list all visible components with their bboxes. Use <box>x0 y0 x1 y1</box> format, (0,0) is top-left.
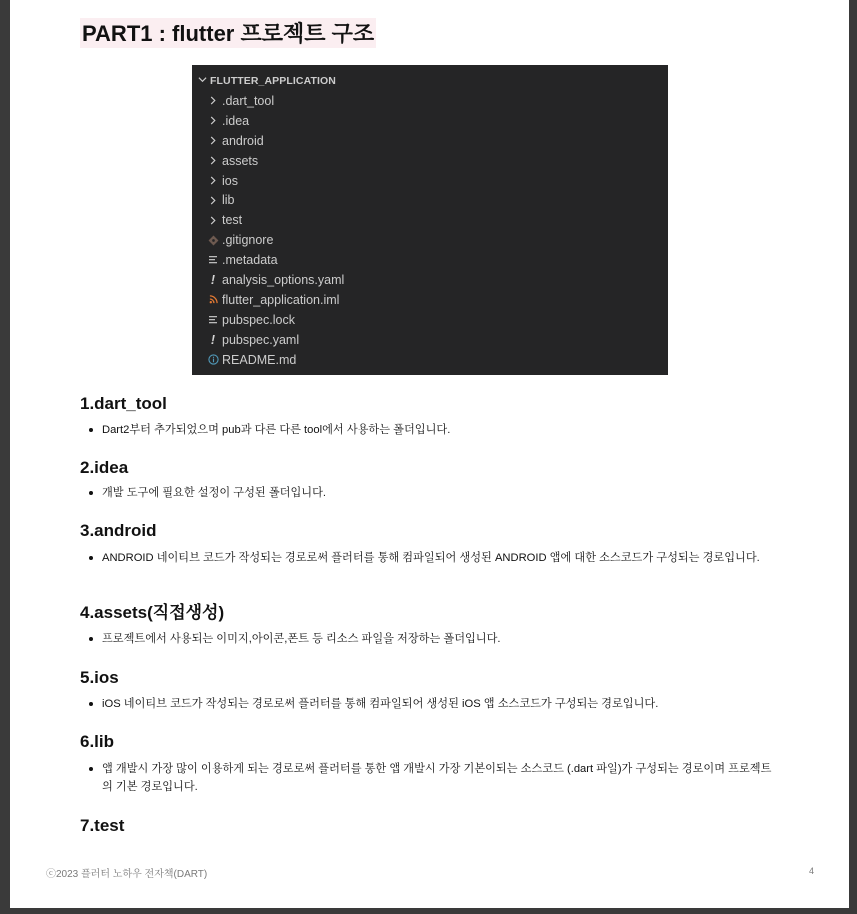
section-bullets <box>80 549 780 567</box>
section-bullets <box>80 760 780 796</box>
tree-item <box>204 310 344 330</box>
info-icon <box>204 354 222 365</box>
chevron-right-icon <box>204 216 222 225</box>
section-bullets <box>80 695 780 713</box>
text-file-icon <box>204 255 222 265</box>
tree-item-label: pubspec.lock <box>222 312 295 327</box>
tree-item-label: README.md <box>222 352 297 367</box>
file-tree <box>204 91 344 369</box>
tree-item-label: flutter_application.iml <box>222 292 340 307</box>
section-bullets <box>80 484 780 502</box>
tree-item <box>204 91 344 111</box>
section-heading: 5.ios <box>80 668 119 687</box>
section-heading: 7.test <box>80 816 125 835</box>
section-heading: 1.dart_tool <box>80 394 167 413</box>
bullet-item: 개발 도구에 필요한 설정이 구성된 폴더입니다. <box>80 484 780 502</box>
chevron-right-icon <box>204 176 222 185</box>
tree-item <box>204 210 344 230</box>
page-title: PART1 : flutter 프로젝트 구조 <box>80 18 376 48</box>
bullet-item: Dart2부터 추가되었으며 pub과 다른 다른 tool에서 사용하는 폴더입니다. <box>80 421 780 439</box>
file-explorer-screenshot <box>192 65 668 375</box>
tree-item <box>204 350 344 370</box>
section-bullets <box>80 421 780 439</box>
tree-item <box>204 250 344 270</box>
git-icon <box>204 235 222 246</box>
tree-item-label: lib <box>222 193 235 208</box>
tree-item-label: .dart_tool <box>222 93 275 108</box>
explorer-header-label: FLUTTER_APPLICATION <box>210 75 336 87</box>
bullet-item: ANDROID 네이티브 코드가 작성되는 경로로써 플러터를 통해 컴파일되어 생성된 ANDROID 앱에 대한 소스코드가 구성되는 경로입니다. <box>80 549 780 567</box>
section-heading: 4.assets(직접생성) <box>80 603 225 622</box>
tree-item <box>204 330 344 350</box>
tree-item <box>204 131 344 151</box>
yaml-icon: ! <box>210 332 216 347</box>
rss-icon <box>204 295 222 304</box>
tree-item-label: android <box>222 133 264 148</box>
explorer-header <box>196 73 336 89</box>
tree-item <box>204 171 344 191</box>
bullet-item: 프로젝트에서 사용되는 이미지,아이콘,폰트 등 리소스 파일을 저장하는 폴더입니다. <box>80 630 780 648</box>
tree-item <box>204 151 344 171</box>
chevron-right-icon <box>204 116 222 125</box>
chevron-right-icon <box>204 136 222 145</box>
bullet-item: 앱 개발시 가장 많이 이용하게 되는 경로로써 플러터를 통한 앱 개발시 가장 기본이되는 소스코드 (.dart 파일)가 구성되는 경로이며 프로젝트의 기본 경로입니다. <box>80 760 780 796</box>
page-number: 4 <box>809 866 815 876</box>
tree-item-label: .gitignore <box>222 233 274 248</box>
tree-item-label: test <box>222 213 243 228</box>
tree-item <box>204 270 344 290</box>
section-heading: 6.lib <box>80 732 115 751</box>
tree-item-label: assets <box>222 153 259 168</box>
bullet-item: iOS 네이티브 코드가 작성되는 경로로써 플러터를 통해 컴파일되어 생성된 iOS 앱 소스코드가 구성되는 경로입니다. <box>80 695 780 713</box>
tree-item-label: .metadata <box>222 253 278 268</box>
section-heading: 3.android <box>80 521 157 540</box>
tree-item <box>204 290 344 310</box>
tree-item-label: analysis_options.yaml <box>222 272 345 287</box>
tree-item-label: .idea <box>222 113 250 128</box>
text-file-icon <box>204 315 222 325</box>
section-bullets <box>80 630 780 648</box>
tree-item <box>204 230 344 250</box>
footer-copyright: ⓒ2023 플러터 노하우 전자책(DART) <box>46 869 208 880</box>
document-page <box>10 0 849 908</box>
yaml-icon: ! <box>210 272 216 287</box>
tree-item <box>204 111 344 131</box>
tree-item-label: pubspec.yaml <box>222 332 300 347</box>
section-heading: 2.idea <box>80 458 129 477</box>
chevron-down-icon <box>196 75 208 87</box>
chevron-right-icon <box>204 96 222 105</box>
tree-item <box>204 190 344 210</box>
chevron-right-icon <box>204 196 222 205</box>
chevron-right-icon <box>204 156 222 165</box>
tree-item-label: ios <box>222 173 238 188</box>
